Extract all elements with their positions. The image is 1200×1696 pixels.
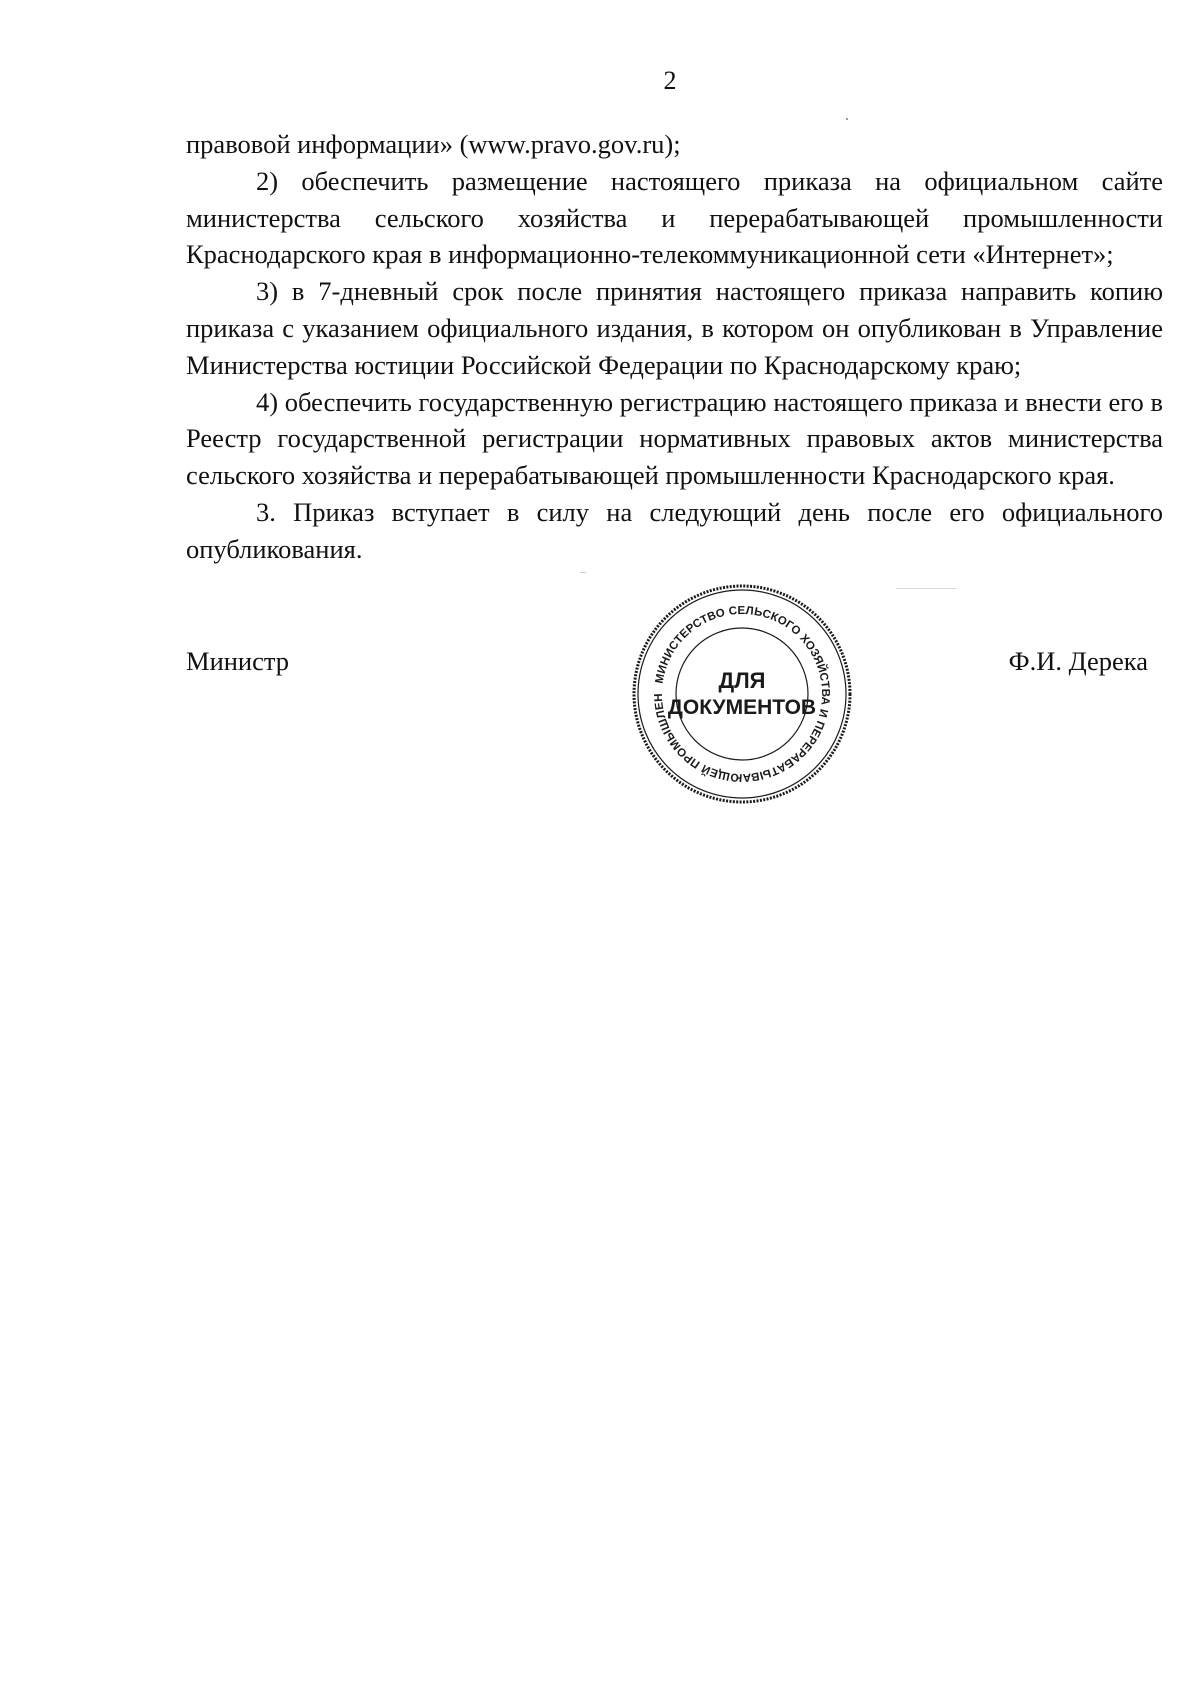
official-seal [628,580,856,808]
paragraph-item-2: 2) обеспечить размещение настоящего приказа на официальном сайте министерства сельского хозяйства и перерабатывающей промышленности Краснодарского края в информационно-телекоммуникационной сети «Интернет»; [186,165,1163,270]
paragraph-clause-3: 3. Приказ вступает в силу на следующий день после его официального опубликования. [186,496,1163,564]
seal-ring-text: МИНИСТЕРСТВО СЕЛЬСКОГО ХОЗЯЙСТВА И ПЕРЕРАБАТЫВАЮЩЕЙ ПРОМЫШЛЕН [652,604,832,784]
seal-center-line1: ДЛЯ [718,668,766,693]
paragraph-continuation: правовой информации» (www.pravo.gov.ru); [186,129,681,159]
paragraph-item-3: 3) в 7-дневный срок после принятия настоящего приказа направить копию приказа с указанием официального издания, в котором он опубликован в Управление Министерства юстиции Российской Федерации по Краснодарскому краю; [186,276,1163,380]
document-body [186,126,1163,568]
scan-speck [580,572,586,573]
seal-center-line2: ДОКУМЕНТОВ [667,696,817,719]
paragraph-item-4: 4) обеспечить государственную регистрацию настоящего приказа и внести его в Реестр государственной регистрации нормативных правовых актов министерства сельского хозяйства и перерабатывающей промышленности Краснодарского края. [186,386,1163,491]
scan-speck [896,588,956,589]
scan-speck [846,118,848,120]
seal-graphic [628,580,856,808]
signatory-name: Ф.И. Дерека [1008,646,1148,676]
signatory-title: Министр [186,646,290,676]
page-number: 2 [663,66,677,95]
